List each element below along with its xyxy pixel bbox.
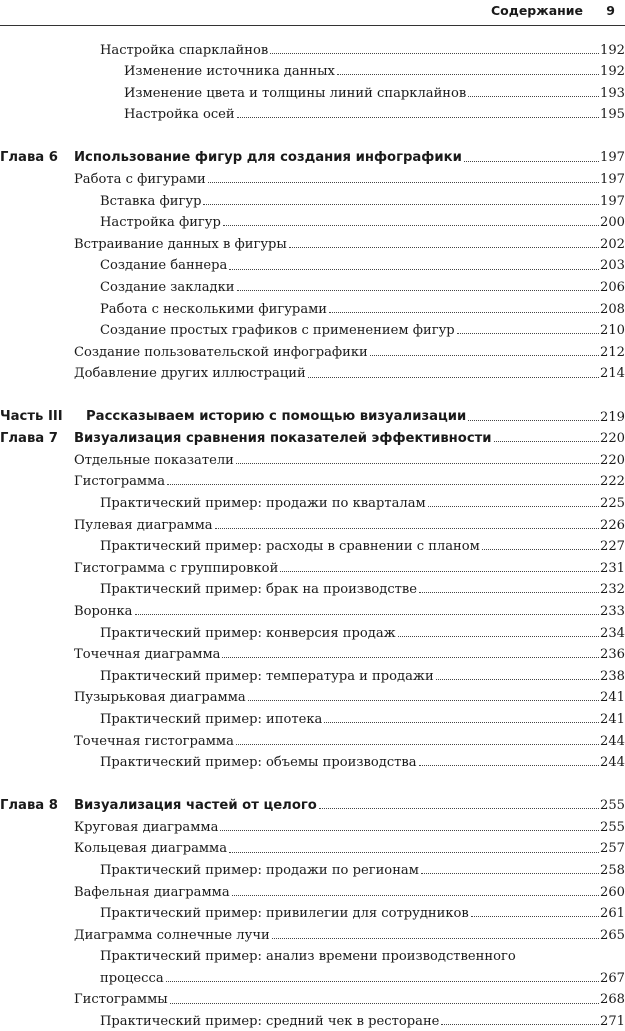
dot-leader <box>272 938 599 939</box>
toc-entry-title: Кольцевая диаграмма <box>74 841 228 857</box>
dot-leader <box>419 592 599 593</box>
toc-entry-page: 258 <box>600 863 625 879</box>
toc-entry-title: Практический пример: средний чек в ресторане <box>100 1014 440 1030</box>
dot-leader <box>324 722 599 723</box>
chapter-label: Глава 8 <box>0 798 58 814</box>
toc-entry <box>0 535 625 557</box>
toc-entry-title: Практический пример: продажи по регионам <box>100 863 419 879</box>
toc-entry <box>0 81 625 103</box>
toc-entry <box>0 168 625 190</box>
chapter-label: Глава 7 <box>0 431 58 447</box>
dot-leader <box>270 53 599 54</box>
toc-entry-title: Практический пример: привилегии для сотрудников <box>100 906 469 922</box>
toc-entry-title: Диаграмма солнечные лучи <box>74 927 270 943</box>
toc-entry-page: 214 <box>600 366 625 382</box>
dot-leader <box>436 679 599 680</box>
toc-entry-title: Практический пример: продажи по кварталам <box>100 495 426 511</box>
toc-entry-page: 261 <box>600 906 625 922</box>
dot-leader <box>494 441 599 442</box>
toc-entry <box>0 902 625 924</box>
toc-entry <box>0 923 625 945</box>
toc-entry-title: Точечная диаграмма <box>74 647 221 663</box>
chapter-label: Глава 6 <box>0 150 58 166</box>
toc-chapter-6 <box>0 146 625 168</box>
toc-entry-page: 197 <box>600 172 625 188</box>
toc-entry-page: 222 <box>600 474 625 490</box>
toc-entry-page: 241 <box>600 690 625 706</box>
dot-leader <box>471 916 599 917</box>
toc-entry <box>0 686 625 708</box>
toc-entry-page: 192 <box>600 42 625 58</box>
toc-entry-page: 238 <box>600 668 625 684</box>
toc-entry-page: 267 <box>600 971 625 987</box>
dot-leader <box>208 182 599 183</box>
toc-entry <box>0 815 625 837</box>
toc-entry-page: 212 <box>600 344 625 360</box>
toc-entry-page: 236 <box>600 647 625 663</box>
dot-leader <box>482 549 599 550</box>
dot-leader <box>370 355 599 356</box>
toc-entry-page: 225 <box>600 495 625 511</box>
toc-entry <box>0 362 625 384</box>
toc-entry-page: 206 <box>600 280 625 296</box>
toc-entry <box>0 599 625 621</box>
running-head-page-number: 9 <box>606 3 615 18</box>
chapter-page: 197 <box>600 150 625 166</box>
toc-entry-page: 233 <box>600 603 625 619</box>
toc-entry <box>0 729 625 751</box>
toc-entry-page: 271 <box>600 1014 625 1030</box>
chapter-title: Визуализация сравнения показателей эффективности <box>74 431 492 447</box>
toc-entry <box>0 491 625 513</box>
dot-leader <box>222 657 599 658</box>
toc-entry <box>0 707 625 729</box>
dot-leader <box>229 269 599 270</box>
chapter-title: Использование фигур для создания инфографики <box>74 150 462 166</box>
toc-entry-title: Гистограммы <box>74 992 168 1008</box>
toc-entry-title: Практический пример: расходы в сравнении с планом <box>100 539 480 555</box>
toc-entry-multiline <box>0 945 625 988</box>
toc-entry-title: Практический пример: температура и продажи <box>100 668 434 684</box>
toc-entry-title: Создание баннера <box>100 258 228 274</box>
toc-entry-page: 203 <box>600 258 625 274</box>
toc-entry <box>0 448 625 470</box>
toc-entry <box>0 751 625 773</box>
chapter-page: 255 <box>600 798 625 814</box>
dot-leader <box>167 484 599 485</box>
toc-entry-page: 244 <box>600 733 625 749</box>
toc-entry-page: 244 <box>600 755 625 771</box>
toc-entry-title: Гистограмма с группировкой <box>74 560 279 576</box>
toc-entry-page: 195 <box>600 107 625 123</box>
toc-entry <box>0 254 625 276</box>
dot-leader <box>289 247 599 248</box>
dot-leader <box>308 377 599 378</box>
toc-entry <box>0 643 625 665</box>
toc-entry-page: 220 <box>600 452 625 468</box>
toc-entry-page: 241 <box>600 711 625 727</box>
dot-leader <box>215 528 599 529</box>
dot-leader <box>248 700 599 701</box>
toc-entry-title: Точечная гистограмма <box>74 733 234 749</box>
dot-leader <box>441 1024 599 1025</box>
toc-entry-page: 202 <box>600 236 625 252</box>
dot-leader <box>236 744 599 745</box>
toc-entry-title: Практический пример: объемы производства <box>100 755 417 771</box>
toc-entry-page: 208 <box>600 301 625 317</box>
dot-leader <box>232 895 599 896</box>
dot-leader <box>220 830 599 831</box>
dot-leader <box>468 96 599 97</box>
toc-entry <box>0 513 625 535</box>
dot-leader <box>398 636 599 637</box>
dot-leader <box>135 614 600 615</box>
dot-leader <box>419 765 599 766</box>
toc-entry-page: 257 <box>600 841 625 857</box>
toc-entry <box>0 232 625 254</box>
toc-entry-page: 197 <box>600 193 625 209</box>
toc-entry <box>0 578 625 600</box>
running-head-title: Содержание <box>490 3 583 18</box>
toc-entry <box>0 38 625 60</box>
dot-leader <box>223 225 599 226</box>
toc-entry-page: 210 <box>600 323 625 339</box>
toc-entry-title: Изменение источника данных <box>124 64 335 80</box>
dot-leader <box>468 420 599 421</box>
toc-entry-page: 268 <box>600 992 625 1008</box>
dot-leader <box>237 117 599 118</box>
toc-entry <box>0 276 625 298</box>
dot-leader <box>457 333 599 334</box>
toc-entry-title: Пулевая диаграмма <box>74 517 213 533</box>
toc-entry-title-line2: процесса <box>100 971 164 987</box>
toc-entry-page: 260 <box>600 884 625 900</box>
chapter-title: Визуализация частей от целого <box>74 798 317 814</box>
toc-entry <box>0 60 625 82</box>
toc-entry-title: Настройка осей <box>124 107 235 123</box>
table-of-contents <box>0 38 625 1031</box>
dot-leader <box>421 873 599 874</box>
dot-leader <box>237 290 599 291</box>
header-rule <box>0 25 625 26</box>
toc-entry <box>0 319 625 341</box>
toc-entry <box>0 664 625 686</box>
toc-entry-title: Пузырьковая диаграмма <box>74 690 246 706</box>
toc-entry <box>0 211 625 233</box>
dot-leader <box>337 74 599 75</box>
toc-entry-page: 227 <box>600 539 625 555</box>
toc-entry <box>0 297 625 319</box>
toc-part-3 <box>0 405 625 427</box>
toc-entry <box>0 340 625 362</box>
dot-leader <box>464 161 599 162</box>
dot-leader <box>280 571 599 572</box>
toc-entry-title: Встраивание данных в фигуры <box>74 236 287 252</box>
toc-entry-page: 231 <box>600 560 625 576</box>
dot-leader <box>236 463 599 464</box>
toc-entry-page: 255 <box>600 819 625 835</box>
toc-entry-page: 193 <box>600 85 625 101</box>
dot-leader <box>229 852 599 853</box>
toc-entry-title: Изменение цвета и толщины линий спарклайнов <box>124 85 467 101</box>
toc-entry-page: 226 <box>600 517 625 533</box>
toc-chapter-7 <box>0 427 625 449</box>
toc-entry <box>0 103 625 125</box>
dot-leader <box>166 981 599 982</box>
toc-entry-title: Воронка <box>74 603 133 619</box>
toc-entry-title: Работа с несколькими фигурами <box>100 301 328 317</box>
dot-leader <box>203 204 599 205</box>
toc-entry-title: Отдельные показатели <box>74 452 234 468</box>
toc-entry-title: Работа с фигурами <box>74 172 206 188</box>
toc-entry-title: Гистограмма <box>74 474 166 490</box>
toc-entry-title-line1: Практический пример: анализ времени производственного <box>100 949 516 965</box>
toc-entry-title: Настройка спарклайнов <box>100 42 269 58</box>
toc-entry <box>0 880 625 902</box>
toc-entry <box>0 1010 625 1031</box>
toc-entry-title: Создание пользовательской инфографики <box>74 344 368 360</box>
toc-entry-title: Настройка фигур <box>100 215 221 231</box>
toc-entry <box>0 837 625 859</box>
toc-entry-page: 232 <box>600 582 625 598</box>
dot-leader <box>329 312 599 313</box>
dot-leader <box>319 808 599 809</box>
toc-entry-title: Практический пример: брак на производстве <box>100 582 418 598</box>
part-page: 219 <box>600 409 625 425</box>
toc-entry <box>0 621 625 643</box>
toc-entry-title: Круговая диаграмма <box>74 819 219 835</box>
toc-entry-title: Добавление других иллюстраций <box>74 366 306 382</box>
toc-entry-title: Создание простых графиков с применением фигур <box>100 323 455 339</box>
toc-entry-title: Создание закладки <box>100 280 235 296</box>
toc-entry <box>0 859 625 881</box>
toc-entry-title: Вафельная диаграмма <box>74 884 230 900</box>
dot-leader <box>428 506 599 507</box>
chapter-page: 220 <box>600 431 625 447</box>
dot-leader <box>170 1003 599 1004</box>
toc-chapter-8 <box>0 794 625 816</box>
toc-entry <box>0 988 625 1010</box>
toc-entry-title: Практический пример: конверсия продаж <box>100 625 396 641</box>
toc-entry-page: 234 <box>600 625 625 641</box>
toc-entry <box>0 189 625 211</box>
toc-entry-title: Практический пример: ипотека <box>100 711 323 727</box>
toc-entry-page: 200 <box>600 215 625 231</box>
part-label: Часть III <box>0 409 63 425</box>
toc-entry <box>0 556 625 578</box>
toc-entry-title: Вставка фигур <box>100 193 202 209</box>
toc-entry <box>0 470 625 492</box>
part-title: Рассказываем историю с помощью визуализации <box>86 409 467 425</box>
toc-entry-page: 265 <box>600 927 625 943</box>
toc-entry-page: 192 <box>600 64 625 80</box>
running-head <box>0 3 625 21</box>
